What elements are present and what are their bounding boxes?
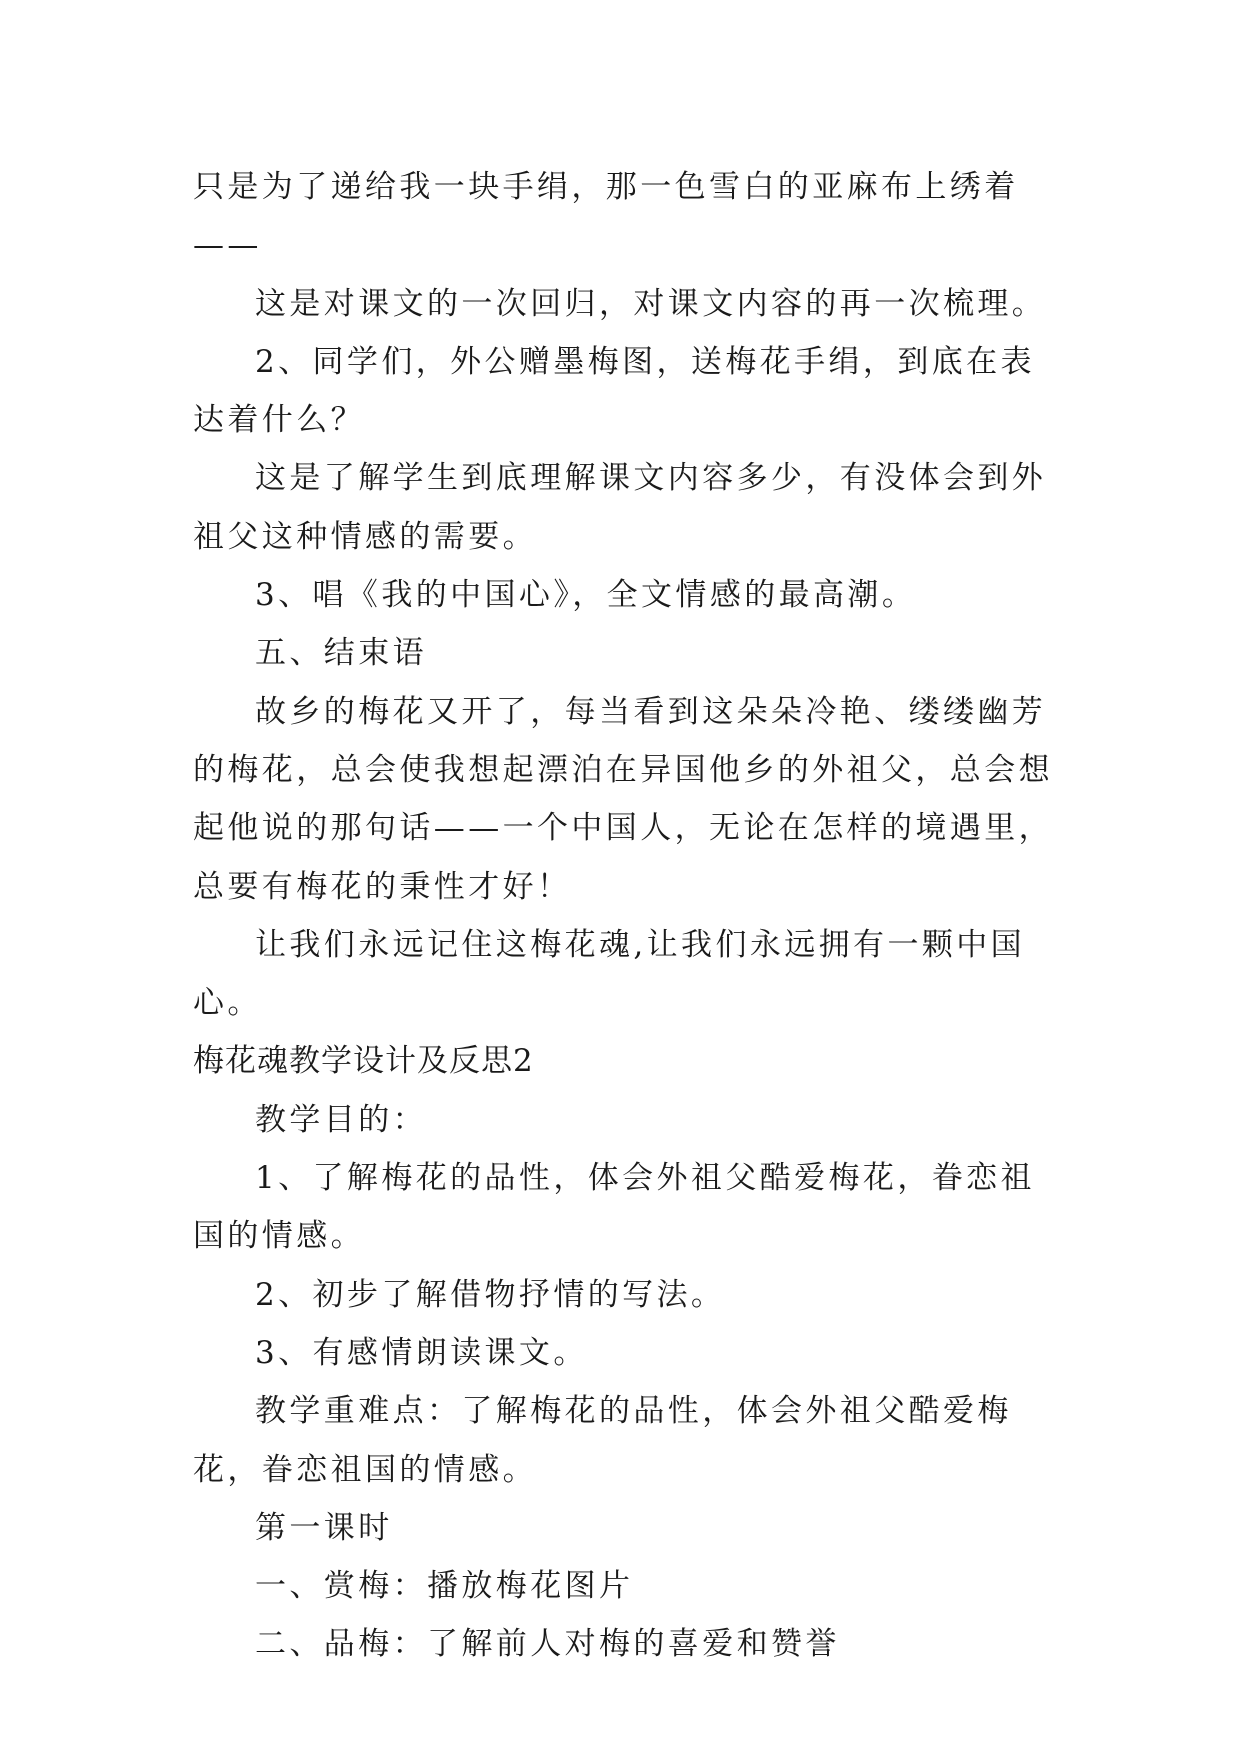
document-title-2: 梅花魂教学设计及反思2 (193, 1043, 534, 1080)
paragraph-conclusion: 故乡的梅花又开了，每当看到这朵朵冷艳、缕缕幽芳的梅花，总会使我想起漂泊在异国他乡的外祖父，总会想起他说的那句话——一个中国人，无论在怎样的境遇里，总要有梅花的秉性才好！ (193, 693, 1053, 905)
lesson-step-1: 一、赏梅：播放梅花图片 (255, 1568, 634, 1605)
paragraph-review-note: 这是对课文的一次回归，对课文内容的再一次梳理。 (255, 285, 1047, 322)
paragraph-key-points: 教学重难点：了解梅花的品性，体会外祖父酷爱梅花，眷恋祖国的情感。 (193, 1393, 1012, 1488)
paragraph-closing: 让我们永远记住这梅花魂,让我们永远拥有一颗中国心。 (193, 926, 1026, 1022)
paragraph-understanding-note: 这是了解学生到底理解课文内容多少，有没体会到外祖父这种情感的需要。 (193, 460, 1047, 555)
section-heading-objectives: 教学目的： (255, 1101, 427, 1138)
section-heading-first-lesson: 第一课时 (255, 1509, 393, 1546)
document-body (193, 158, 1053, 1674)
paragraph-question-2: 2、同学们，外公赠墨梅图，送梅花手绢，到底在表达着什么？ (193, 343, 1035, 439)
paragraph-song-3: 3、唱《我的中国心》，全文情感的最高潮。 (255, 577, 917, 614)
objective-item-3: 3、有感情朗读课文。 (255, 1334, 588, 1371)
lesson-step-2: 二、品梅：了解前人对梅的喜爱和赞誉 (255, 1626, 840, 1663)
paragraph-continuation: 只是为了递给我一块手绢，那一色雪白的亚麻布上绣着—— (193, 169, 1019, 264)
objective-item-1: 1、了解梅花的品性，体会外祖父酷爱梅花，眷恋祖国的情感。 (193, 1160, 1035, 1255)
section-heading-conclusion: 五、结束语 (255, 635, 427, 672)
objective-item-2: 2、初步了解借物抒情的写法。 (255, 1276, 726, 1313)
